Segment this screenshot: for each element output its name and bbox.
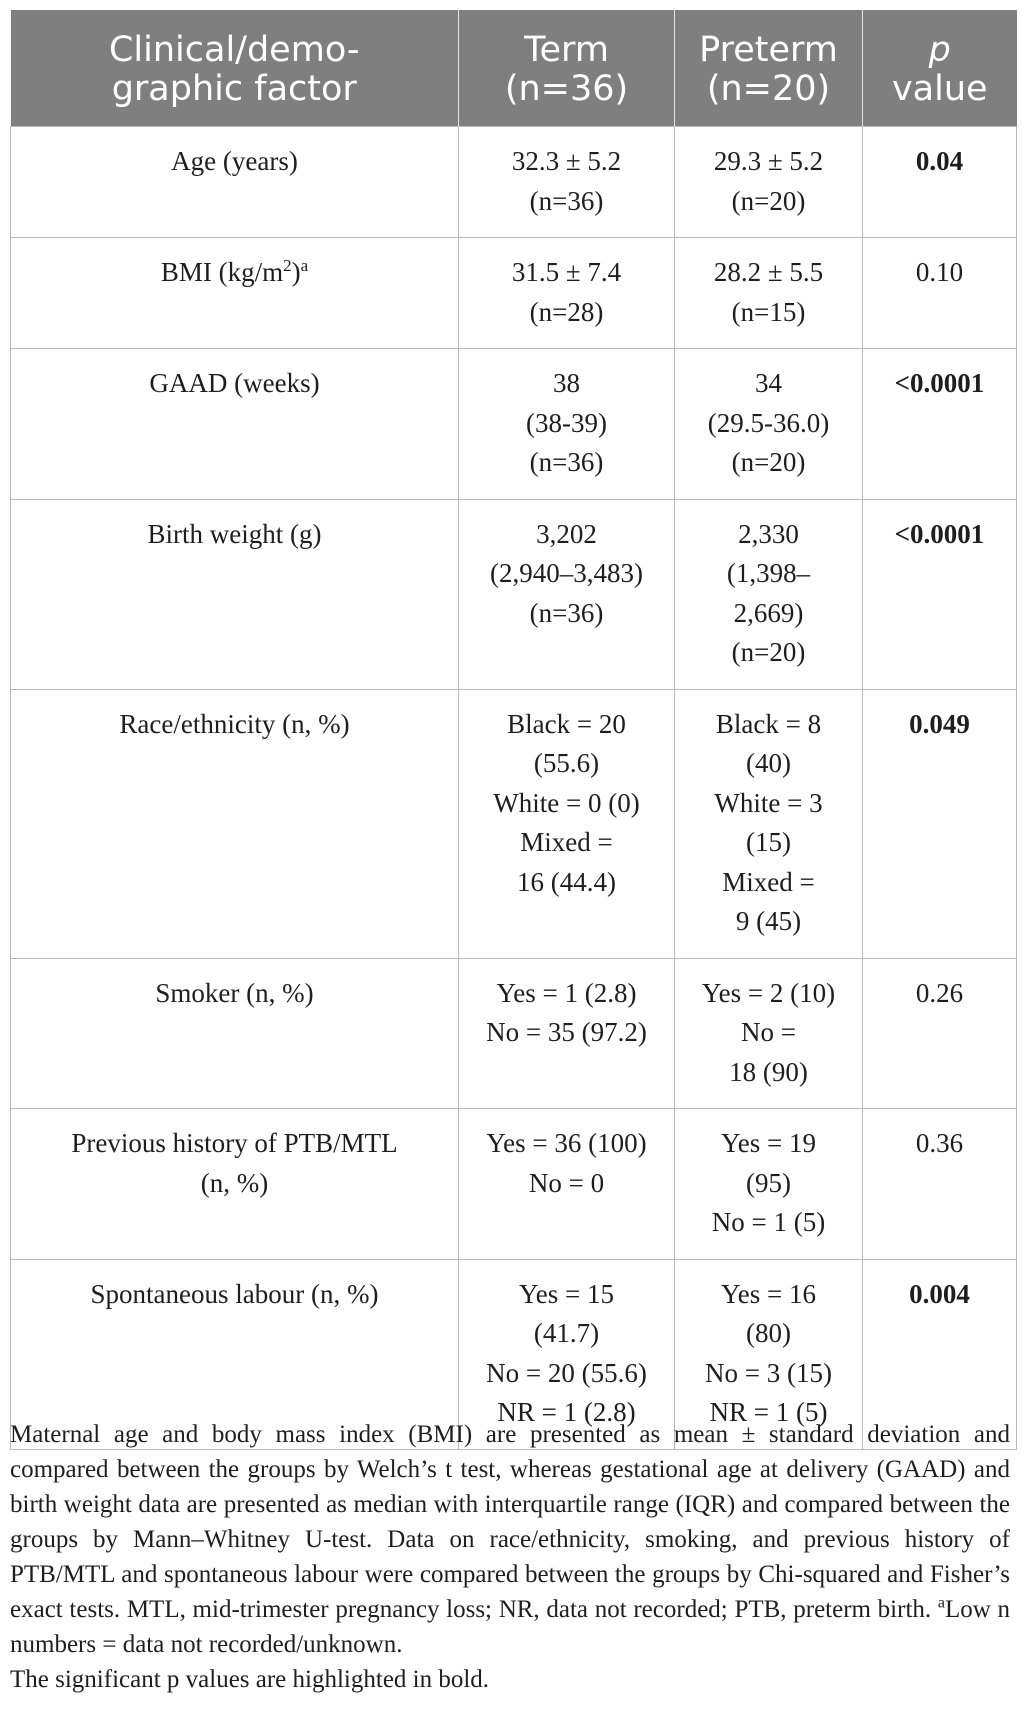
term-value-line: 32.3 ± 5.2 xyxy=(511,146,622,176)
cell-p-value xyxy=(863,349,1017,500)
cell-term xyxy=(459,127,675,238)
footnote-text-after: Low n numbers = data not recorded/unknown. xyxy=(10,1596,1010,1658)
factor-text: Age (years) xyxy=(171,146,298,176)
term-value-line: 16 (44.4) xyxy=(517,866,616,897)
cell-factor xyxy=(11,958,459,1109)
factor-tail: ) xyxy=(291,257,301,287)
preterm-value-line: (n=15) xyxy=(731,296,806,327)
header-preterm xyxy=(675,10,863,127)
term-value-line: 31.5 ± 7.4 xyxy=(511,257,622,287)
term-value-line: No = 20 (55.6) xyxy=(486,1357,647,1388)
footnote-second-line: The significant p values are highlighted in bold. xyxy=(10,1666,490,1693)
term-value-line: Mixed = xyxy=(520,827,613,857)
factor-text: Smoker (n, %) xyxy=(155,977,314,1008)
preterm-value-line: Black = 8 xyxy=(715,708,822,739)
preterm-value-line: 2,669) xyxy=(733,597,804,628)
preterm-value-line: White = 3 xyxy=(714,787,823,818)
p-value-text: <0.0001 xyxy=(894,368,985,398)
preterm-value-line: No = 3 (15) xyxy=(705,1357,832,1388)
header-term-line2: (n=36) xyxy=(504,69,629,109)
preterm-value-line: NR = 1 (5) xyxy=(709,1397,828,1427)
cell-preterm xyxy=(675,689,863,958)
table-container xyxy=(10,10,1016,1450)
term-value-line: No = 35 (97.2) xyxy=(486,1017,647,1047)
header-p-line2: value xyxy=(891,69,988,109)
preterm-value-line: (40) xyxy=(746,748,791,778)
preterm-value-line: (15) xyxy=(746,827,791,857)
cell-p-value xyxy=(863,1109,1017,1260)
footnote-bold-note xyxy=(10,1662,1010,1697)
preterm-value-line: 9 (45) xyxy=(735,906,802,936)
cell-factor xyxy=(11,127,459,238)
term-value-line: (n=28) xyxy=(529,296,604,327)
cell-p-value xyxy=(863,127,1017,238)
term-value-line: White = 0 (0) xyxy=(493,787,640,818)
preterm-value-line: (n=20) xyxy=(731,447,806,477)
term-value-line: (n=36) xyxy=(529,185,604,216)
preterm-value-line: 34 xyxy=(755,368,782,398)
term-value-line: No = 0 xyxy=(528,1167,605,1198)
table-row xyxy=(11,127,1017,238)
p-value-text: 0.36 xyxy=(915,1128,964,1158)
unit-superscript: 2 xyxy=(283,256,292,275)
cell-factor xyxy=(11,1109,459,1260)
factor-label xyxy=(17,974,452,1014)
table-row xyxy=(11,958,1017,1109)
table-row xyxy=(11,499,1017,689)
table-row xyxy=(11,1109,1017,1260)
p-value-text: 0.10 xyxy=(915,257,964,287)
preterm-value-line: (n=20) xyxy=(731,637,806,667)
table-row xyxy=(11,689,1017,958)
preterm-value-line: 29.3 ± 5.2 xyxy=(713,146,824,176)
header-term xyxy=(459,10,675,127)
clinical-demographics-table xyxy=(10,10,1017,1450)
cell-factor xyxy=(11,349,459,500)
factor-text: GAAD (weeks) xyxy=(149,368,320,398)
p-value-text: 0.26 xyxy=(915,977,964,1008)
cell-factor xyxy=(11,689,459,958)
factor-label xyxy=(17,253,452,293)
term-value-line: (41.7) xyxy=(533,1318,600,1348)
table-footnote xyxy=(10,1417,1010,1697)
cell-term xyxy=(459,958,675,1109)
cell-preterm xyxy=(675,958,863,1109)
cell-p-value xyxy=(863,958,1017,1109)
term-value-line: Black = 20 xyxy=(507,708,626,739)
factor-text: (n, %) xyxy=(200,1167,269,1198)
cell-term xyxy=(459,349,675,500)
preterm-value-line: (1,398– xyxy=(726,558,811,588)
term-value-line: Yes = 15 xyxy=(518,1278,614,1309)
cell-p-value xyxy=(863,689,1017,958)
table-row xyxy=(11,238,1017,349)
cell-term xyxy=(459,1109,675,1260)
preterm-value-line: (n=20) xyxy=(731,185,806,216)
term-value-line: 3,202 xyxy=(536,518,597,549)
factor-label xyxy=(17,142,452,182)
factor-text: Previous history of PTB/MTL xyxy=(71,1128,398,1158)
footnote-marker: a xyxy=(300,256,309,275)
term-value-line: (38-39) xyxy=(526,407,607,438)
cell-preterm xyxy=(675,349,863,500)
table-row xyxy=(11,349,1017,500)
term-value-line: NR = 1 (2.8) xyxy=(497,1397,636,1427)
factor-text: Spontaneous labour (n, %) xyxy=(90,1278,379,1309)
p-value-text: <0.0001 xyxy=(894,518,985,549)
factor-text: Race/ethnicity (n, %) xyxy=(119,708,350,739)
factor-text: BMI (kg/m xyxy=(160,257,284,287)
preterm-value-line: (29.5-36.0) xyxy=(707,407,830,438)
cell-preterm xyxy=(675,499,863,689)
cell-term xyxy=(459,499,675,689)
preterm-value-line: Mixed = xyxy=(722,866,815,897)
footnote-paragraph xyxy=(10,1417,1010,1662)
preterm-value-line: No = xyxy=(741,1017,796,1047)
factor-label xyxy=(17,1275,452,1315)
cell-p-value xyxy=(863,238,1017,349)
p-value-text: 0.04 xyxy=(915,146,964,176)
header-preterm-line1: Preterm xyxy=(699,30,838,70)
term-value-line: Yes = 1 (2.8) xyxy=(496,977,637,1008)
preterm-value-line: (80) xyxy=(746,1318,791,1348)
footnote-text: Maternal age and body mass index (BMI) are presented as mean ± standard deviation and compared between the groups by Welch’s t test, whereas gestational age at delivery (GAAD) and birth weight data are presented as median with interquartile range (IQR) and compared between the groups by Mann–Whitney U-test. Data on race/ethnicity, smoking, and previous history of PTB/MTL and spontaneous labour were compared between the groups by Chi-squared and Fisher’s exact tests. MTL, mid-trimester pregnancy loss; NR, data not recorded; PTB, preterm birth. xyxy=(10,1421,1010,1623)
cell-preterm xyxy=(675,1109,863,1260)
preterm-value-line: Yes = 19 xyxy=(720,1128,816,1158)
table-header-row xyxy=(11,10,1017,127)
cell-preterm xyxy=(675,127,863,238)
p-value-text: 0.049 xyxy=(909,708,970,739)
term-value-line: Yes = 36 (100) xyxy=(486,1128,647,1158)
factor-label xyxy=(17,1164,452,1204)
table-body xyxy=(11,127,1017,1450)
p-value-text: 0.004 xyxy=(909,1278,970,1309)
header-factor-line1: Clinical/demo- xyxy=(108,30,360,70)
preterm-value-line: Yes = 2 (10) xyxy=(701,977,836,1008)
cell-p-value xyxy=(863,499,1017,689)
preterm-value-line: 18 (90) xyxy=(729,1056,808,1087)
header-factor-line2: graphic factor xyxy=(111,69,357,109)
preterm-value-line: 28.2 ± 5.5 xyxy=(713,257,824,287)
term-value-line: (55.6) xyxy=(533,748,600,778)
factor-text: Birth weight (g) xyxy=(147,518,322,549)
header-preterm-line2: (n=20) xyxy=(706,69,831,109)
term-value-line: (2,940–3,483) xyxy=(490,558,643,588)
cell-term xyxy=(459,238,675,349)
factor-label xyxy=(17,1124,452,1164)
term-value-line: (n=36) xyxy=(529,597,604,628)
cell-term xyxy=(459,689,675,958)
cell-factor xyxy=(11,238,459,349)
header-p-line1: p xyxy=(928,30,951,70)
cell-preterm xyxy=(675,238,863,349)
footnote-superscript: a xyxy=(937,1594,945,1612)
factor-label xyxy=(17,705,452,745)
header-term-line1: Term xyxy=(524,30,609,70)
preterm-value-line: (95) xyxy=(746,1167,791,1198)
header-p-value xyxy=(863,10,1017,127)
cell-factor xyxy=(11,499,459,689)
preterm-value-line: Yes = 16 xyxy=(720,1278,816,1309)
factor-label xyxy=(17,515,452,555)
factor-label xyxy=(17,364,452,404)
preterm-value-line: No = 1 (5) xyxy=(711,1207,826,1237)
header-factor xyxy=(11,10,459,127)
term-value-line: (n=36) xyxy=(529,447,604,477)
term-value-line: 38 xyxy=(553,368,580,398)
preterm-value-line: 2,330 xyxy=(738,518,799,549)
